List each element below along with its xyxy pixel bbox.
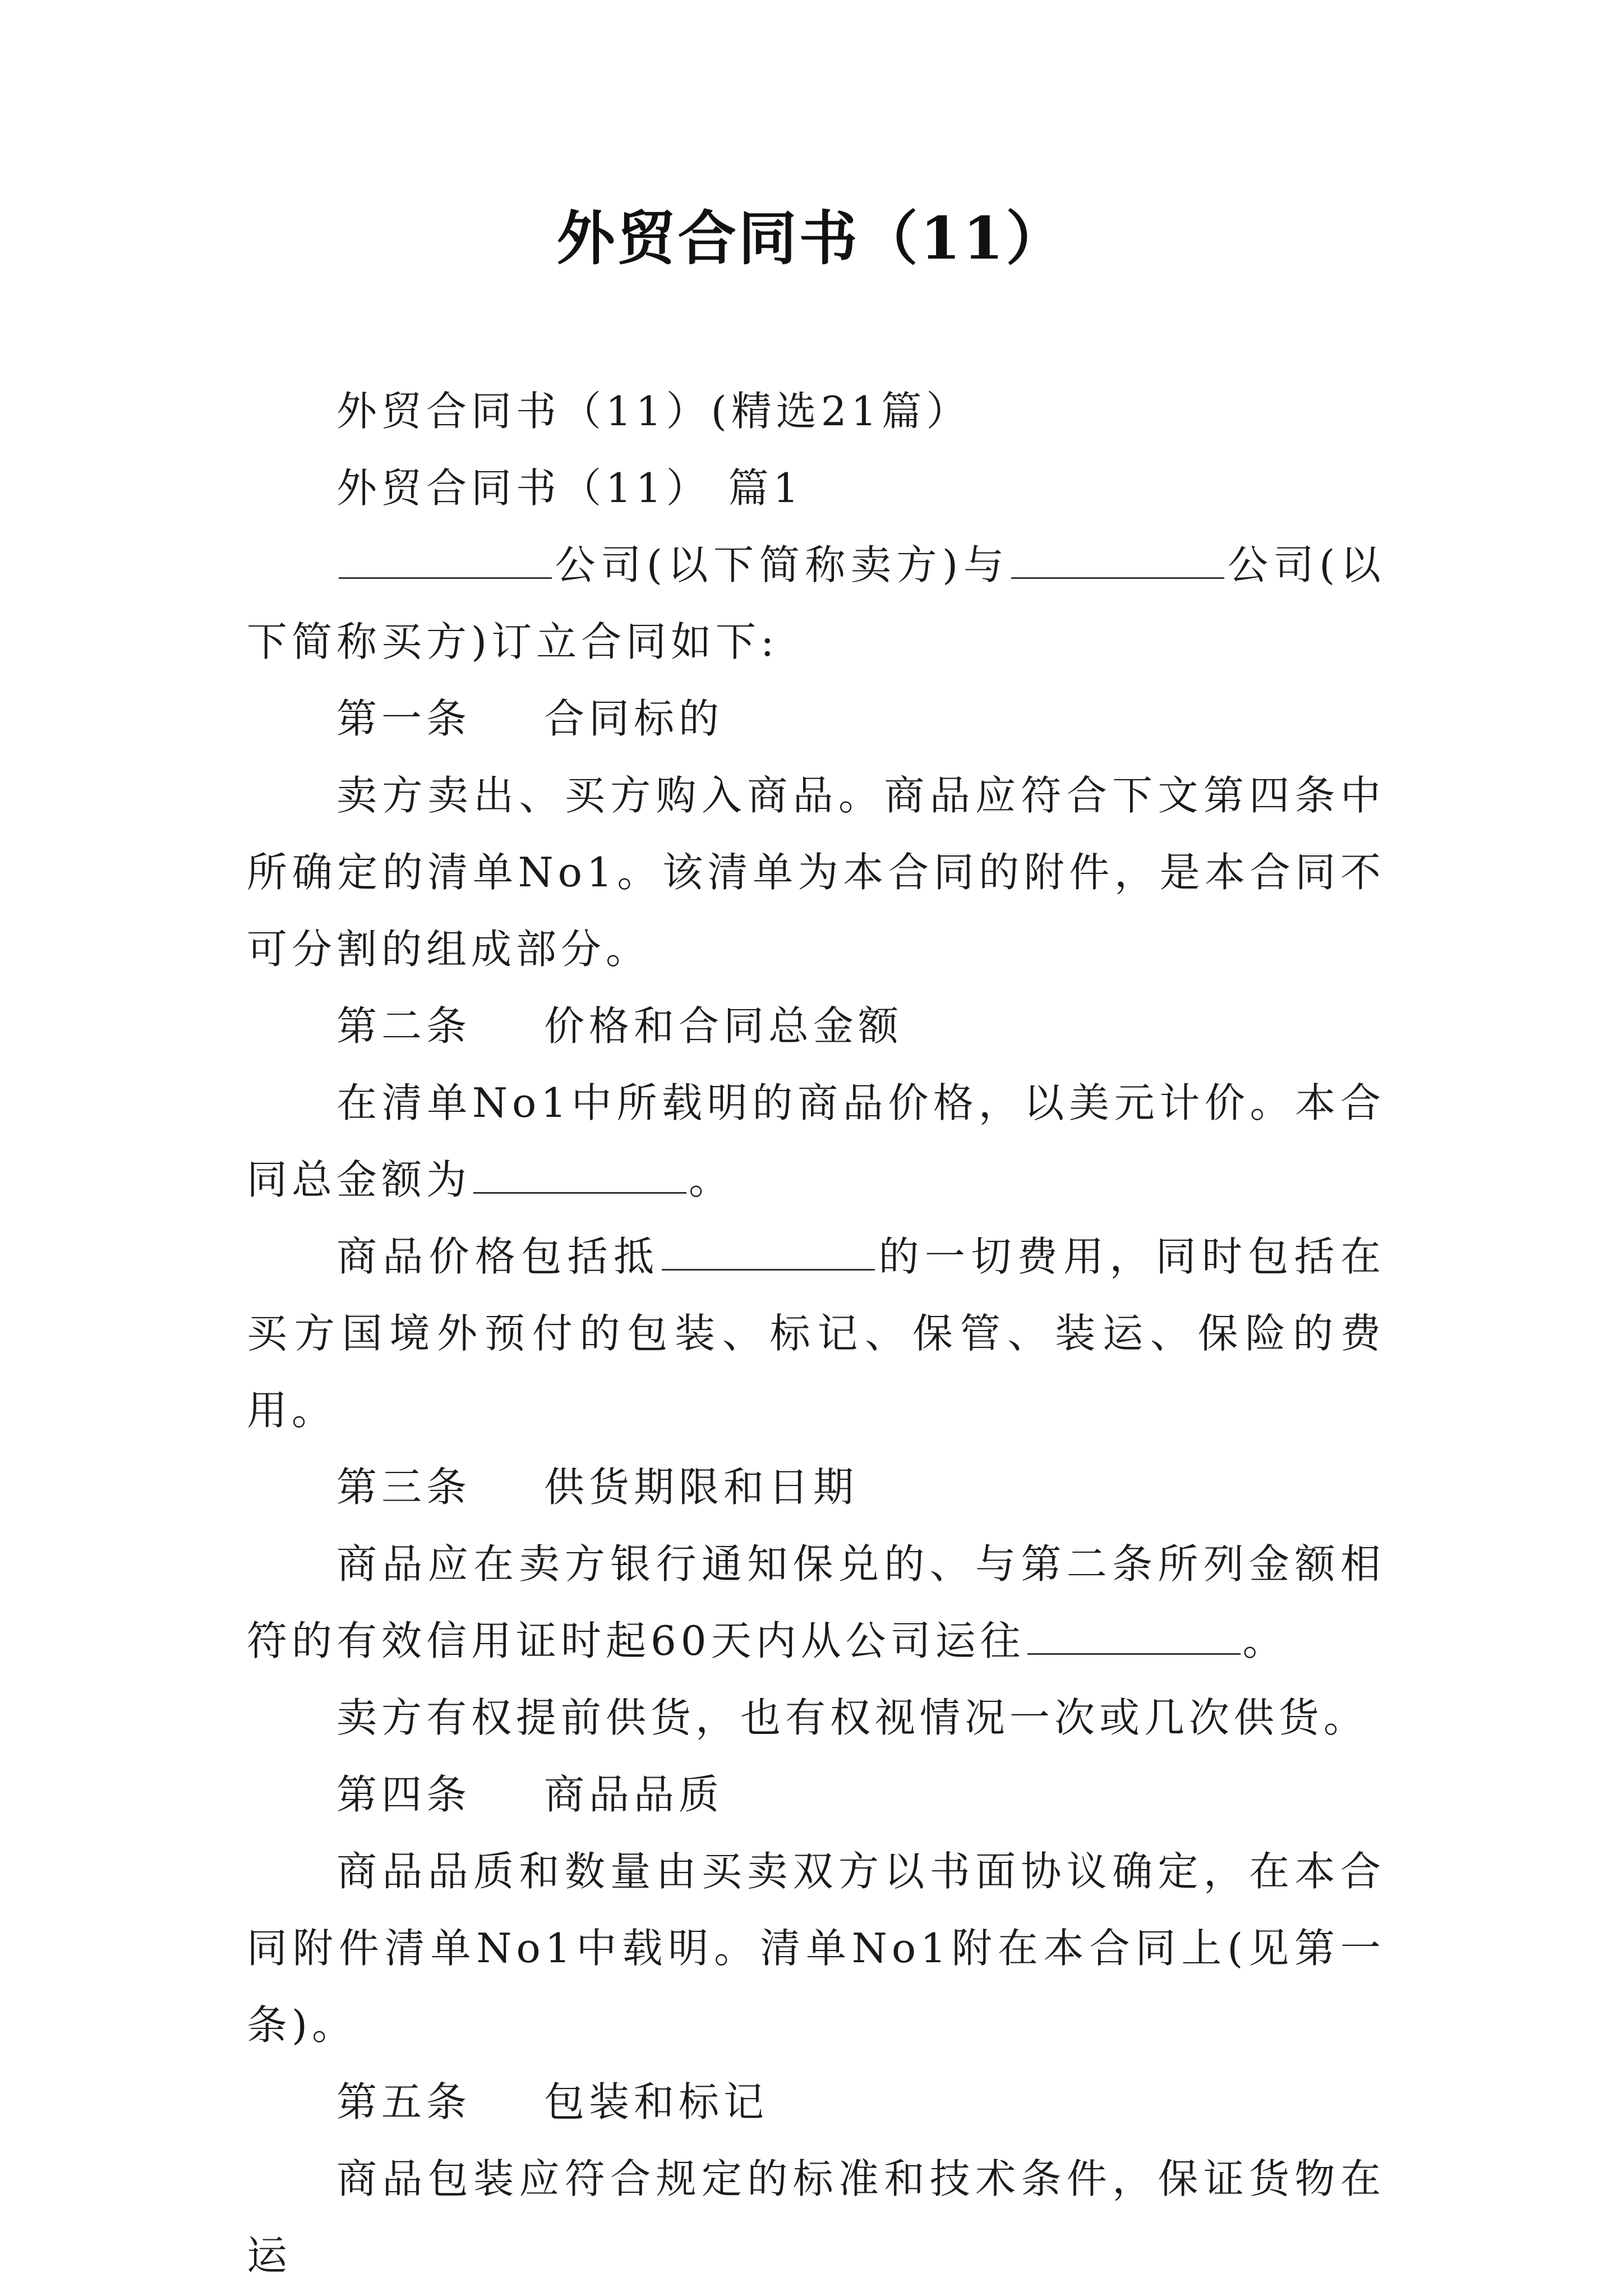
paragraph-text: 公司(以下简称卖方)与 <box>554 541 1009 588</box>
article-number: 第四条 <box>336 1771 472 1818</box>
blank-line <box>339 544 552 579</box>
paragraph-text: 。 <box>1242 1617 1288 1664</box>
paragraph-packaging: 商品包装应符合规定的标准和技术条件，保证货物在运 <box>247 2155 1385 2279</box>
paragraph-delivery <box>247 1526 1385 1680</box>
article-number: 第二条 <box>336 1002 472 1050</box>
article-heading-3 <box>247 1449 1385 1526</box>
paragraph-text: 的一切费用，同时包括在买方国境外预付的包装、标记、保管、装运、保险的费用。 <box>247 1233 1385 1434</box>
paragraph-subject: 卖方卖出、买方购入商品。商品应符合下文第四条中所确定的清单No1。该清单为本合同的附件，是本合同不可分割的组成部分。 <box>247 772 1385 973</box>
paragraph-text: 商品价格包括抵 <box>336 1233 660 1280</box>
paragraph-text: 商品应在卖方银行通知保兑的、与第二条所列金额相符的有效信用证时起60天内从公司运往 <box>247 1540 1385 1664</box>
paragraph-price-includes <box>247 1218 1385 1449</box>
article-number: 第三条 <box>336 1464 472 1511</box>
article-heading-2 <box>247 988 1385 1065</box>
section-label: 外贸合同书（11） 篇1 <box>336 464 804 512</box>
blank-line <box>473 1158 686 1194</box>
paragraph-text: 公司(以下简称买方)订立合同如下: <box>247 541 1386 665</box>
blank-line <box>1027 1619 1241 1655</box>
article-number: 第五条 <box>336 2078 472 2125</box>
paragraph-price <box>247 1065 1385 1218</box>
article-title: 合同标的 <box>544 695 724 742</box>
document-body <box>247 373 1385 2294</box>
blank-line <box>662 1235 875 1271</box>
paragraph-parties <box>247 527 1385 680</box>
article-title: 价格和合同总金额 <box>544 1002 903 1050</box>
article-heading-4 <box>247 1756 1385 1833</box>
document-title: 外贸合同书（11） <box>556 204 1067 273</box>
document-subtitle: 外贸合同书（11）(精选21篇） <box>336 388 971 435</box>
article-heading-1 <box>247 680 1385 757</box>
article-title: 商品品质 <box>544 1771 724 1818</box>
article-heading-5 <box>247 2064 1385 2141</box>
article-title: 供货期限和日期 <box>544 1464 859 1511</box>
paragraph-quality: 商品品质和数量由买卖双方以书面协议确定，在本合同附件清单No1中载明。清单No1附在本合同上(见第一条)。 <box>247 1848 1385 2049</box>
article-title: 包装和标记 <box>544 2078 769 2125</box>
blank-line <box>1011 544 1224 579</box>
article-number: 第一条 <box>336 695 472 742</box>
paragraph-text: 在清单No1中所载明的商品价格，以美元计价。本合同总金额为 <box>247 1079 1385 1203</box>
paragraph-text: 。 <box>689 1156 734 1203</box>
paragraph-early-delivery: 卖方有权提前供货，也有权视情况一次或几次供货。 <box>336 1694 1369 1741</box>
